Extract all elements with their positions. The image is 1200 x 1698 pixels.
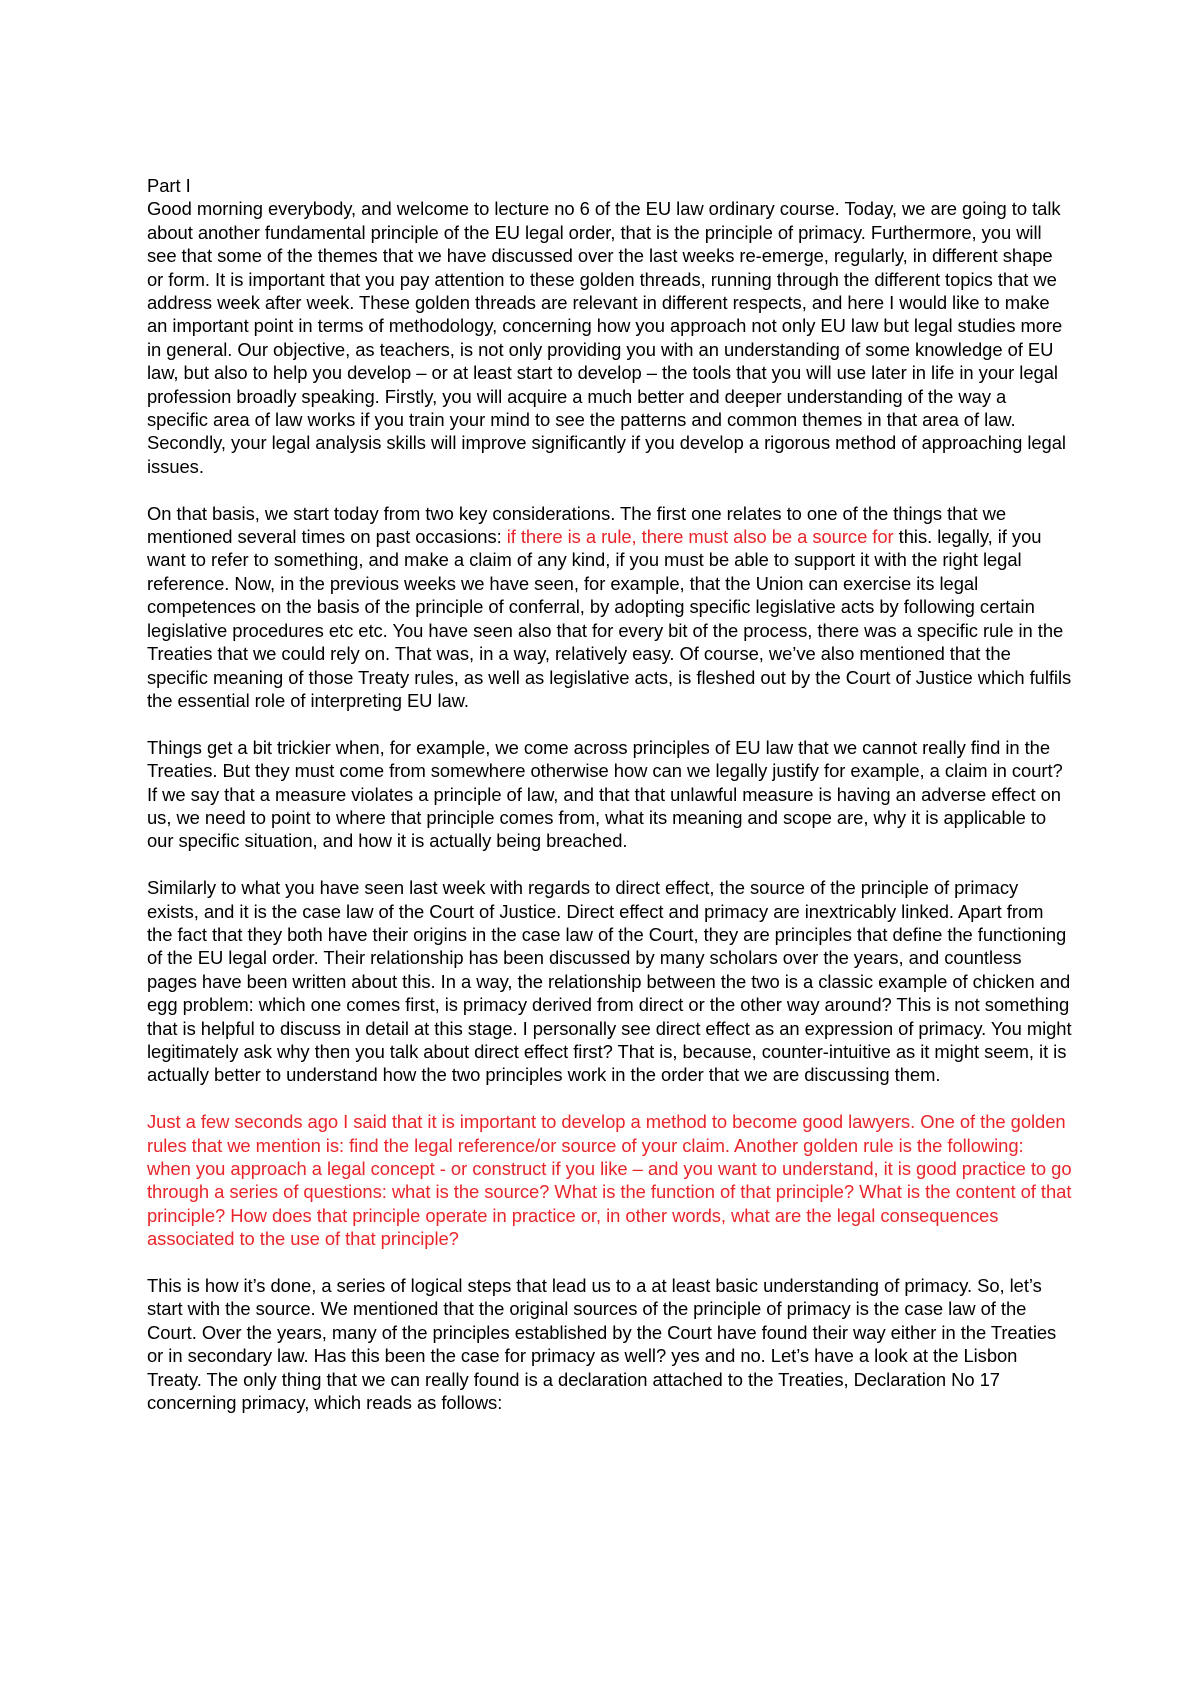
document-body (147, 174, 1072, 1438)
paragraph-2-text-a: On that basis, we start today from two key considerations. The first one relates to one of the things that we mentioned several times on past occasions: (147, 502, 1007, 548)
paragraph-6 (147, 1274, 1072, 1414)
paragraph-2-text-b: this. legally, if you want to refer to something, and make a claim of any kind, if you must be able to support it with the right legal reference. Now, in the previous weeks we have seen, for example, that the Union can exercise its legal competences on the basis of the principle of conferral, by adopting specific legislative acts by following certain legislative procedures etc etc. You have seen also that for every bit of the process, there was a specific rule in the Treaties that we could rely on. That was, in a way, relatively easy. Of course, we’ve also mentioned that the specific meaning of those Treaty rules, as well as legislative acts, is fleshed out by the Court of Justice which fulfils the essential role of interpreting EU law. (147, 526, 1072, 711)
paragraph-5 (147, 1110, 1072, 1250)
paragraph-4 (147, 876, 1072, 1087)
part-heading: Part I (147, 175, 191, 196)
paragraph-5-text: Just a few seconds ago I said that it is important to develop a method to become good lawyers. One of the golden rules that we mention is: find the legal reference/or source of your claim. Another golden rule is the following: when you approach a legal concept - or construct if you like – and you want to understand, it is good practice to go through a series of questions: what is the source? What is the function of that principle? What is the content of that principle? How does that principle operate in practice or, in other words, what are the legal consequences associated to the use of that principle? (147, 1111, 1072, 1250)
paragraph-3 (147, 736, 1072, 853)
paragraph-1-text: Good morning everybody, and welcome to lecture no 6 of the EU law ordinary course. Today, we are going to talk about another fundamental principle of the EU legal order, that is the principle of primacy. Furthermore, you will see that some of the themes that we have discussed over the last weeks re-emerge, regularly, in different shape or form. It is important that you pay attention to these golden threads, running through the different topics that we address week after week. These golden threads are relevant in different respects, and here I would like to make an important point in terms of methodology, concerning how you approach not only EU law but legal studies more in general. Our objective, as teachers, is not only providing you with an understanding of some knowledge of EU law, but also to help you develop – or at least start to develop – the tools that you will use later in life in your legal profession broadly speaking. Firstly, you will acquire a much better and deeper understanding of the way a specific area of law works if you train your mind to see the patterns and common themes in that area of law. Secondly, your legal analysis skills will improve significantly if you develop a rigorous method of approaching legal issues. (147, 198, 1066, 477)
paragraph-1 (147, 197, 1072, 478)
paragraph-6-text: This is how it’s done, a series of logical steps that lead us to a at least basic understanding of primacy. So, let’s start with the source. We mentioned that the original sources of the principle of primacy is the case law of the Court. Over the years, many of the principles established by the Court have found their way either in the Treaties or in secondary law. Has this been the case for primacy as well? yes and no. Let’s have a look at the Lisbon Treaty. The only thing that we can really found is a declaration attached to the Treaties, Declaration No 17 concerning primacy, which reads as follows: (147, 1275, 1057, 1414)
paragraph-2 (147, 502, 1072, 713)
paragraph-2-highlight: if there is a rule, there must also be a source for (506, 526, 894, 548)
paragraph-4-text: Similarly to what you have seen last week with regards to direct effect, the source of the principle of primacy exists, and it is the case law of the Court of Justice. Direct effect and primacy are inextricably linked. Apart from the fact that they both have their origins in the case law of the Court, they are principles that define the functioning of the EU legal order. Their relationship has been discussed by many scholars over the years, and countless pages have been written about this. In a way, the relationship between the two is a classic example of chicken and egg problem: which one comes first, is primacy derived from direct or the other way around? This is not something that is helpful to discuss in detail at this stage. I personally see direct effect as an expression of primacy. You might legitimately ask why then you talk about direct effect first? That is, because, counter-intuitive as it might seem, it is actually better to understand how the two principles work in the order that we are discussing them. (147, 877, 1072, 1086)
paragraph-3-text: Things get a bit trickier when, for example, we come across principles of EU law that we cannot really find in the Treaties. But they must come from somewhere otherwise how can we legally justify for example, a claim in court? If we say that a measure violates a principle of law, and that that unlawful measure is having an adverse effect on us, we need to point to where that principle comes from, what its meaning and scope are, why it is applicable to our specific situation, and how it is actually being breached. (147, 736, 1063, 852)
